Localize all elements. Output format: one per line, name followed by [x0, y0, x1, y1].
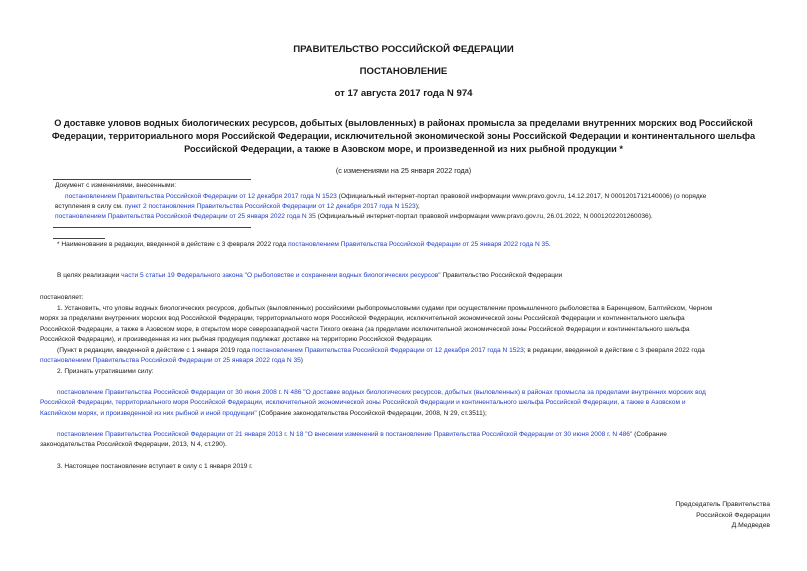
repealed-item-1: постановление Правительства Российской Федерации от 30 июня 2008 г. N 486 "О доставке водных биологических ресурсов, добытых (выловленных) в районах промысла за пределами внутренних морских вод Российской Федерации, территориального моря Российской Федерации, исключительной экономической зоны Российской Федерации и континентального шельфа Российской Федерации, а также в Азовском и Каспийском морях, и произведенной из них рыбной и иной продукции" (Собрание законодательства Российской Федерации, 2008, N 29, ст.3511);: [40, 389, 706, 417]
decree-word: постановляет:: [40, 294, 84, 301]
preamble: В целях реализации части 5 статьи 19 Федерального закона "О рыболовстве и сохранении водных биологических ресурсов" Правительство Российской Федерации: [57, 272, 563, 279]
paragraph-1: 1. Установить, что уловы водных биологических ресурсов, добытых (выловленных) российскими рыбопромысловыми судами при осуществлении промышленного рыболовства в Баренцевом, Балтийском, Черном морях за пределами внутренних морских вод Российской Федерации, территориального моря Российской Федерации, исключительной экономической зоны Российской Федерации и континентального шельфа Российской Федерации, а также в Азовском море, в открытом море северозападной части Тихого океана (за пределами исключительной экономической зоны Российской Федерации и континентального шельфа Российской Федерации), и произведенная из них рыбная продукция подлежат доставке на территорию Российской Федерации.: [40, 305, 713, 344]
government-heading: ПРАВИТЕЛЬСТВО РОССИЙСКОЙ ФЕДЕРАЦИИ: [293, 44, 514, 55]
preamble-law-link[interactable]: части 5 статьи 19 Федерального закона "О рыболовстве и сохранении водных биологических ресурсов": [121, 272, 441, 279]
document-date: от 17 августа 2017 года N 974: [334, 88, 473, 99]
document-title: О доставке уловов водных биологических ресурсов, добытых (выловленных) в районах промысла за пределами внутренних морских вод Российской Федерации, территориального моря Российской Федерации, исключительной экономической зоны Российской Федерации и континентального шельфа Российской Федерации, а также в Азовском море, и произведенной из них рыбной продукции *: [51, 118, 756, 154]
document-type: ПОСТАНОВЛЕНИЕ: [359, 66, 448, 77]
paragraph-1-edition: (Пункт в редакции, введенной в действие с 1 января 2019 года постановлением Правительства Российской Федерации от 12 декабря 2017 года N 1523; в редакции, введенной в действие с 3 февраля 2022 года: [57, 347, 705, 354]
repealed-item-1-link[interactable]: постановление Правительства Российской Федерации от 30 июня 2008 г. N 486 "О доставке водных биологических ресурсов, добытых (выловленных) в районах промысла за пределами внутренних морских вод: [57, 389, 706, 396]
revision-1-point-link[interactable]: пункт 2 постановления Правительства Российской Федерации от 12 декабря 2017 года N 1523: [124, 203, 416, 210]
changes-note: (с изменениями на 25 января 2022 года): [335, 166, 472, 175]
footnote-link[interactable]: постановлением Правительства Российской Федерации от 25 января 2022 года N 35: [288, 241, 549, 248]
divider-middle: [53, 227, 251, 228]
revision-1-link[interactable]: постановлением Правительства Российской Федерации от 12 декабря 2017 года N 1523: [65, 193, 337, 200]
repealed-item-2-link[interactable]: постановление Правительства Российской Федерации от 21 января 2013 г. N 18 "О внесении изменений в постановление Правительства Российской Федерации от 30 июня 2008 г. N 486": [57, 431, 633, 438]
revision-1: постановлением Правительства Российской Федерации от 12 декабря 2017 года N 1523 (Официальный интернет-портал правовой информации www.pravo.gov.ru, 14.12.2017, N 0001201712140006) (о порядке: [65, 193, 707, 200]
revisions-intro: Документ с изменениями, внесенными:: [55, 182, 177, 189]
footnote: * Наименование в редакции, введенной в действие с 3 февраля 2022 года постановлением Правительства Российской Федерации от 25 января 2022 года N 35.: [57, 241, 551, 248]
paragraph-1-edition-link[interactable]: постановлением Правительства Российской Федерации от 12 декабря 2017 года N 1523: [251, 347, 524, 354]
revision-2-link[interactable]: постановлением Правительства Российской Федерации от 25 января 2022 года N 35: [55, 213, 316, 220]
revision-1-continued: вступления в силу см. пункт 2 постановления Правительства Российской Федерации от 12 декабря 2017 года N 1523);: [55, 203, 420, 210]
footnote-divider: [53, 238, 105, 239]
repealed-item-2: постановление Правительства Российской Федерации от 21 января 2013 г. N 18 "О внесении изменений в постановление Правительства Российской Федерации от 30 июня 2008 г. N 486" (Собрание законодательства Российской Федерации, 2013, N 4, ст.290).: [40, 431, 667, 449]
divider-top: [53, 179, 251, 180]
paragraph-1-edition-continued: постановлением Правительства Российской Федерации от 25 января 2022 года N 35): [40, 357, 303, 364]
signature-block: Председатель Правительства Российской Федерации Д.Медведев: [675, 501, 770, 529]
revision-2: постановлением Правительства Российской Федерации от 25 января 2022 года N 35 (Официальный интернет-портал правовой информации www.pravo.gov.ru, 26.01.2022, N 0001202201260036).: [55, 213, 653, 220]
paragraph-3: 3. Настоящее постановление вступает в силу с 1 января 2019 г.: [57, 463, 253, 470]
paragraph-1-edition-link-2[interactable]: постановлением Правительства Российской Федерации от 25 января 2022 года N 35: [40, 357, 301, 364]
paragraph-2-title: 2. Признать утратившими силу:: [57, 368, 154, 375]
